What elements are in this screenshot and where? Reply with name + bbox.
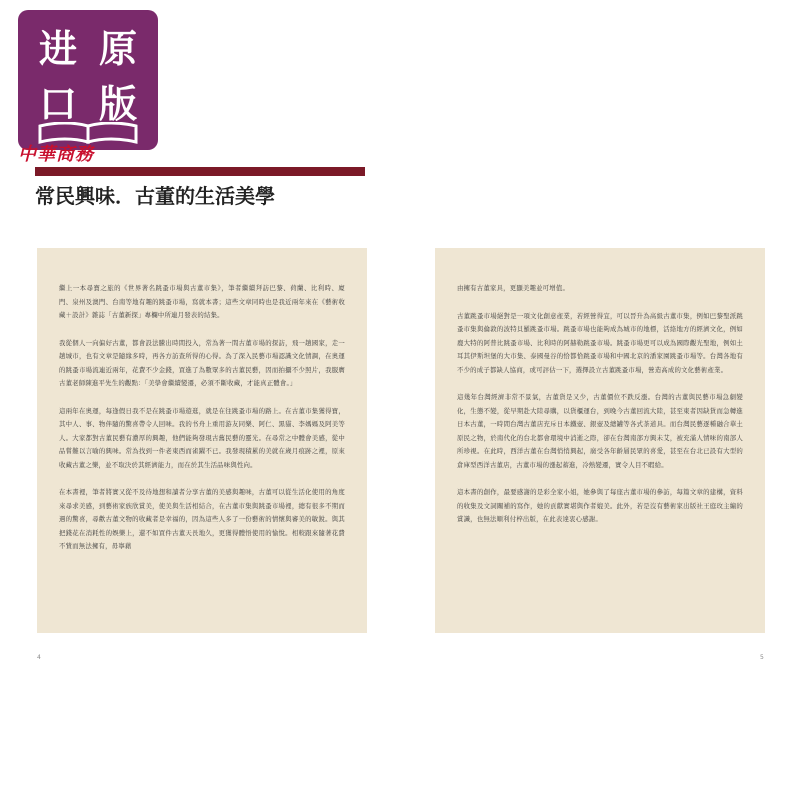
- right-page: [435, 248, 765, 633]
- left-paragraph-1: 繼上一本尋寶之旅的《世界著名跳蚤市場與古董市集》，筆者繼續拜訪巴黎、荷蘭、比利時、廈門、泉州及澳門、台南等地有趣的跳蚤市場，寫就本書；這些文章同時也是我近兩年來在《藝術收藏＋設計》雜誌「古董新探」專欄中所連月發表的結集。: [59, 284, 345, 319]
- right-paragraph-4: 這本書的創作，最要感謝的是彩全家小姐，她參與了每座古董市場的參訪，每篇文章的建構，資料的收集及文詞關補的寫作，她的貢獻實堪與作者媲美。此外，若是沒有藝術家出版社王庭玫主編的賞識，也無法順利付梓出版，在此表達衷心感謝。: [457, 488, 743, 523]
- publisher-name: 中華商務: [18, 144, 94, 165]
- header-accent-bar: [35, 167, 365, 176]
- left-page: [37, 248, 367, 633]
- badge-char-2: 原: [98, 26, 137, 71]
- import-original-badge: [18, 10, 158, 150]
- badge-char-1: 进: [38, 26, 77, 71]
- badge-char-4: 版: [98, 81, 137, 126]
- badge-characters: [28, 18, 148, 124]
- badge-char-3: 口: [38, 81, 77, 126]
- left-paragraph-2: 我從個人一向偏好古董，都會設法騰出時間投入，常為著一間古董市場的探訪，飛一趟國家，走一趟城市，也有文章是隨緣多時，再各方訪查所得的心得。為了深入民藝市場認識文化情調，在奧運的跳蚤市場流連近兩年，花費不少金錢，買進了為數眾多的古董民藝，因而拍攝不少照片，我服膺古董老師陳進平先生的觀點：「美學會繼續變遷，必須不斷收藏，才能真正體會。」: [59, 338, 345, 387]
- left-paragraph-3: 這兩年在奧運，每逢假日我不是在跳蚤市場遊逛，就是在往跳蚤市場的路上。在古董市集獲得寶，其中人、事、物伴隨的驚喜帶令人回味。我的书舟上重用游友同樂、阿仁、黑貓、李媽媽及阿美等人。大家都對古董民藝有濃厚的興趣，他們能夠發現古舊民藝的靈光。在尋常之中體會美感，從中品嘗難以言喻的興味。常為找到一件老東西而雀躍不已。我發現積累的美就在歲月痕跡之裡，原來收藏古董之樂，並不取決於其經濟能力，而在於其生活品味與性向。: [59, 406, 345, 469]
- left-paragraph-4: 在本書裡，筆者將實又從不及待地想和讀者分享古董的美感與趣味，古董可以從生活化使用的角度來尋求美感，到藝術家族欣賞美，使美與生活相結合，在古董市集與跳蚤市場裡，總有很多不期而遇的驚喜，尋歡古董文物的收藏者是幸福的，因為這些人多了一份藝術的情懷與審美的敏銳。與其把錢花在消耗性的娛樂上，還不如買件古董天長地久，更獲得體悟使用的愉悅。相較跟來隨著花費不貲而無法擁有，毋寧藉: [59, 488, 345, 550]
- left-page-number: 4: [37, 654, 41, 661]
- right-paragraph-3: 這幾年台灣經濟非常不景氣，古董貨是又少，古董價位不跌反漲。台灣的古董與民藝市場急劇變化，生態不變，從早期赴大陸尋購，以貨櫃運台，到晚今古董回流大陸，甚至東者因缺貨而急轉進日本古董，一時間台灣古董店充斥日本鐵壺、銀壺及總罐等各式茶道具。而台灣民藝逐種融合華土原民之物，於南代化的台北都會環境中消逝之際，卻在台灣南部方興未艾，被充滿人情味的南部人所珍視。在此時，西洋古董在台灣悄悄興起，廣受各年齡層民眾的喜愛，甚至在台北已設有大型的倉庫型西洋古董店，古董市場的漲起蓄進，冷熱變遷，實令人目不暇給。: [457, 393, 743, 469]
- right-page-number: 5: [760, 654, 764, 661]
- right-paragraph-2: 古董跳蚤市場絕對是一項文化創意產業，若經營得宜，可以晉升為高級古董市集，例如巴黎聖派跳蚤市集與倫敦的波特貝羅跳蚤市場。跳蚤市場也能夠成為城市的地標，活絡地方的經濟文化，例如鹿大特的阿普比跳蚤市場、比利時的阿赫勒跳蚤市場。跳蚤市場更可以成為國際觀光聖地，例如土耳其伊斯坦堡的大市集、泰國曼谷的恰都恰跳蚤市場和中國北京的潘家園跳蚤市場等。台灣各地有不少的成子都缺人協商，或可評估一下，選擇設立古董跳蚤市場，營造高成的文化藝術產業。: [457, 311, 743, 374]
- page-title: 常民興味．古董的生活美學: [35, 184, 275, 208]
- right-paragraph-1: 由擁有古董家具，更顯美趣並可增值。: [457, 284, 570, 292]
